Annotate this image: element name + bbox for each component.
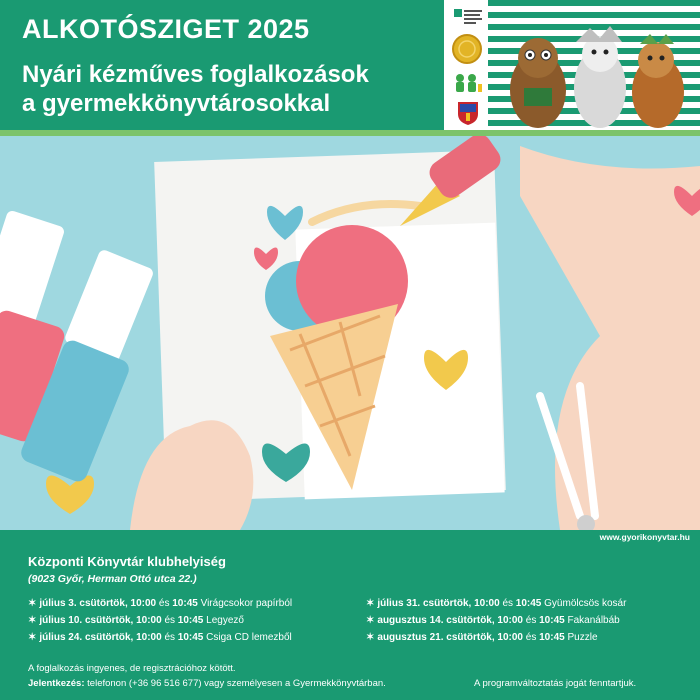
gold-coin-logo (450, 32, 486, 66)
registration-label: Jelentkezés: (28, 678, 85, 689)
event-item: ✶ július 31. csütörtök, 10:00 és 10:45 Gyümölcsös kosár (366, 598, 627, 609)
program-info (0, 546, 700, 700)
event-item: ✶ augusztus 21. csütörtök, 10:00 és 10:45 Puzzle (366, 632, 598, 643)
subtitle-line-1: Nyári kézműves foglalkozások (22, 61, 369, 88)
illustration-panel (0, 136, 700, 530)
star-icon: ✶ (366, 615, 375, 626)
events-column-left (28, 598, 292, 649)
events-column-right (366, 598, 626, 649)
registration-note (28, 678, 386, 689)
page-subtitle (22, 60, 369, 118)
city-crest-logo (450, 100, 486, 126)
free-note: A foglalkozás ingyenes, de regisztrációhoz kötött. (28, 663, 236, 674)
event-item: ✶ augusztus 14. csütörtök, 10:00 és 10:45 Fakanálbáb (366, 615, 620, 626)
mascot-animals (500, 22, 696, 130)
star-icon: ✶ (28, 598, 37, 609)
library-logo (450, 6, 486, 28)
website-link[interactable]: www.gyorikonyvtar.hu (599, 532, 690, 542)
page-title: ALKOTÓSZIGET 2025 (22, 14, 310, 44)
event-item: ✶ július 10. csütörtök, 10:00 és 10:45 Legyező (28, 615, 244, 626)
star-icon: ✶ (366, 632, 375, 643)
star-icon: ✶ (366, 598, 375, 609)
change-note: A programváltoztatás jogát fenntartjuk. (474, 678, 637, 689)
event-item: ✶ július 24. csütörtök, 10:00 és 10:45 Csiga CD lemezből (28, 632, 292, 643)
star-icon: ✶ (28, 615, 37, 626)
venue-name: Központi Könyvtár klubhelyiség (28, 554, 226, 569)
registration-text: telefonon (+36 96 516 677) vagy személyesen a Gyermekkönyvtárban. (87, 678, 386, 689)
star-icon: ✶ (28, 632, 37, 643)
people-logo (450, 70, 486, 96)
event-item: ✶ július 3. csütörtök, 10:00 és 10:45 Virágcsokor papírból (28, 598, 293, 609)
venue-address: (9023 Győr, Herman Ottó utca 22.) (28, 573, 197, 585)
subtitle-line-2: a gyermekkönyvtárosokkal (22, 90, 331, 117)
